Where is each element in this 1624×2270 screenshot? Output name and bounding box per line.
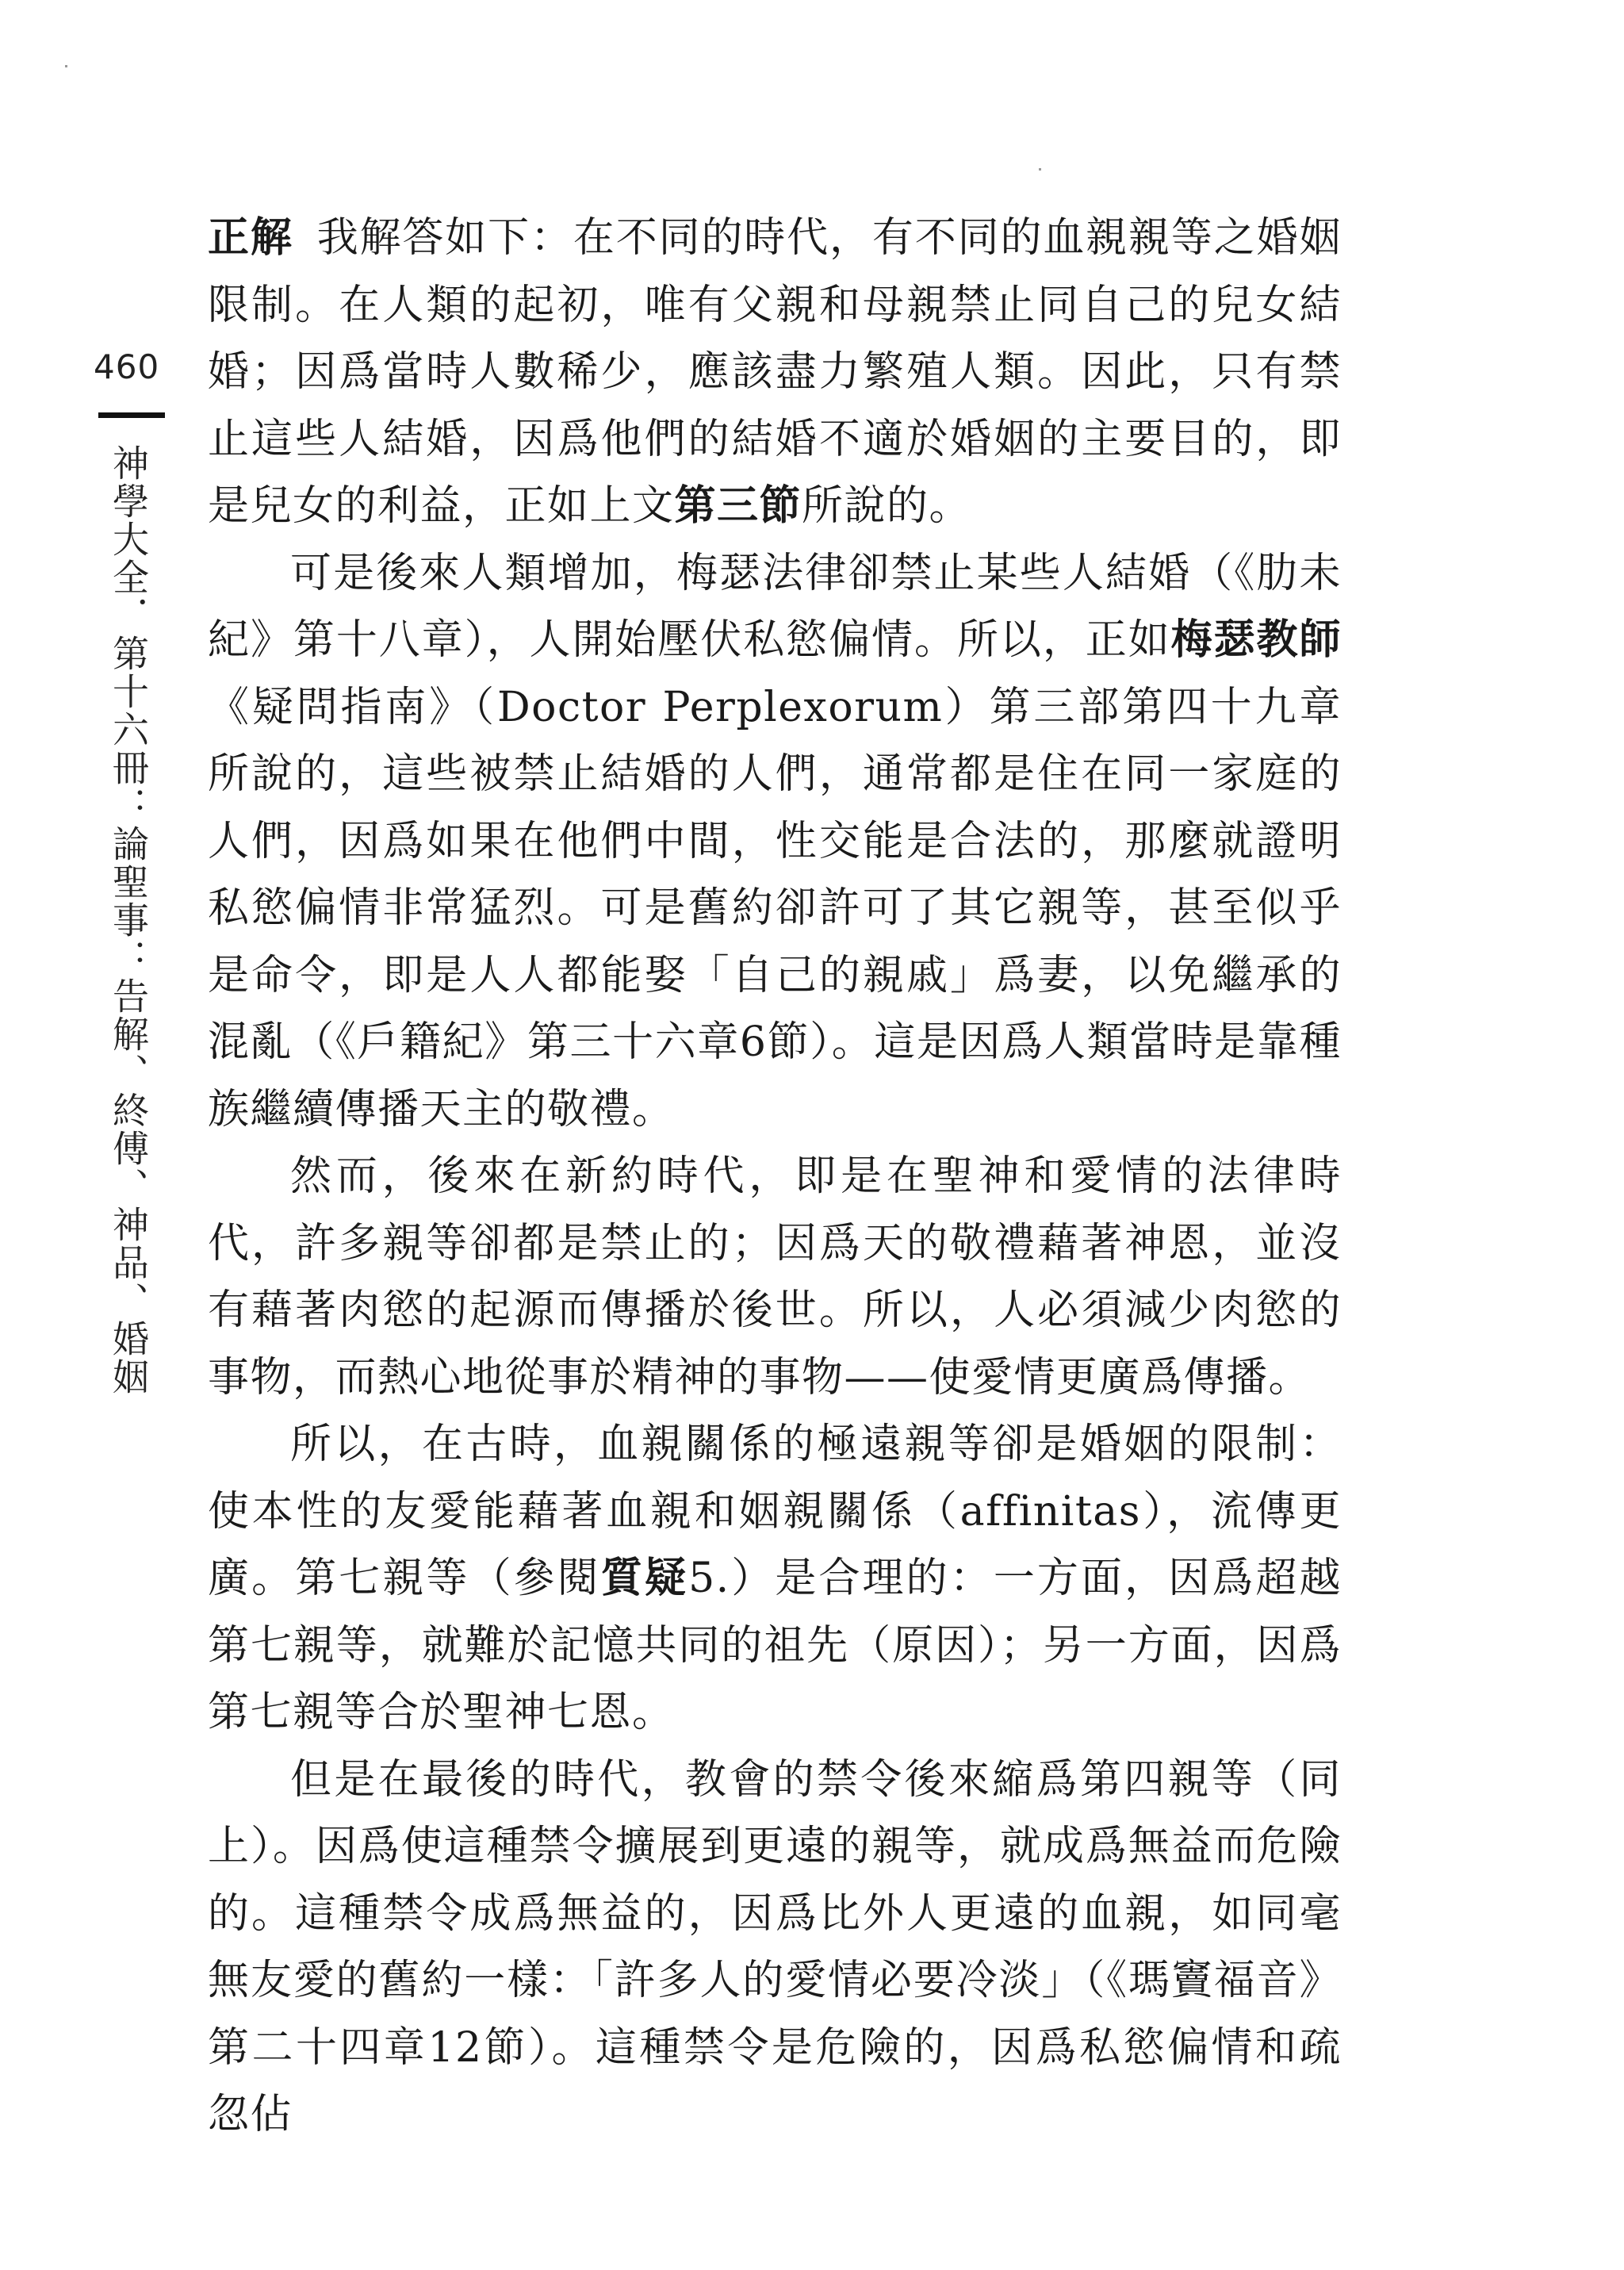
margin-rule — [98, 412, 165, 418]
scan-speck — [65, 65, 67, 67]
paragraph-text-after: 5.）是合理的：一方面，因爲超越第七親等，就難於記憶共同的祖先（原因）；另一方面，因爲第七親等合於聖神七恩。 — [208, 1555, 1342, 1736]
paragraph — [208, 1747, 1342, 2149]
cross-reference: 質疑 — [600, 1554, 689, 1602]
paragraph-text: 可是後來人類增加，梅瑟法律卻禁止某些人結婚（《肋未紀》第十八章），人開始壓伏私慾偏情。所以，正如 — [208, 549, 1342, 664]
page-number: 460 — [94, 347, 160, 386]
paragraph — [208, 540, 1342, 1144]
running-head: 神學大全．第十六冊：論聖事：告解、終傅、神品、婚姻 — [107, 444, 150, 1396]
paragraph — [208, 1411, 1342, 1747]
scan-speck — [1039, 168, 1041, 171]
paragraph-text-after: 《疑問指南》（Doctor Perplexorum）第三部第四十九章所說的，這些被禁止結婚的人們，通常都是住在同一家庭的人們，因爲如果在他們中間，性交能是合法的，那麼就證明私慾偏情非常猛烈。可是舊約卻許可了其它親等，甚至似乎是命令，即是人人都能娶「自己的親戚」爲妻，以免繼承的混亂（《戶籍紀》第三十六章6節）。這是因爲人類當時是靠種族繼續傳播天主的敬禮。 — [208, 683, 1342, 1133]
answer-label: 正解 — [208, 213, 293, 262]
author-name: 梅瑟教師 — [1170, 615, 1342, 664]
paragraph — [208, 1143, 1342, 1411]
paragraph-text-after: 所說的。 — [802, 482, 972, 530]
paragraph-text: 我解答如下：在不同的時代，有不同的血親親等之婚姻限制。在人類的起初，唯有父親和母親禁止同自己的兒女結婚；因爲當時人數稀少，應該盡力繁殖人類。因此，只有禁止這些人結婚，因爲他們的結婚不適於婚姻的主要目的，即是兒女的利益，正如上文 — [208, 214, 1342, 530]
paragraph-text: 但是在最後的時代，教會的禁令後來縮爲第四親等（同上）。因爲使這種禁令擴展到更遠的親等，就成爲無益而危險的。這種禁令成爲無益的，因爲比外人更遠的血親，如同毫無友愛的舊約一樣：「許多人的愛情必要冷淡」（《瑪竇福音》第二十四章12節）。這種禁令是危險的，因爲私慾偏情和疏忽佔 — [208, 1755, 1342, 2138]
paragraph-text: 然而，後來在新約時代，即是在聖神和愛情的法律時代，許多親等卻都是禁止的；因爲天的敬禮藉著神恩，並沒有藉著肉慾的起源而傳播於後世。所以，人必須減少肉慾的事物，而熱心地從事於精神的事物——使愛情更廣爲傳播。 — [208, 1152, 1342, 1401]
cross-reference: 第三節 — [674, 481, 802, 530]
body-text — [208, 205, 1342, 2149]
paragraph-answer — [208, 205, 1342, 540]
paragraph-text: 所以，在古時，血親關係的極遠親等卻是婚姻的限制：使本性的友愛能藉著血親和姻親關係（affinitas），流傳更廣。第七親等（參閱 — [208, 1421, 1342, 1602]
